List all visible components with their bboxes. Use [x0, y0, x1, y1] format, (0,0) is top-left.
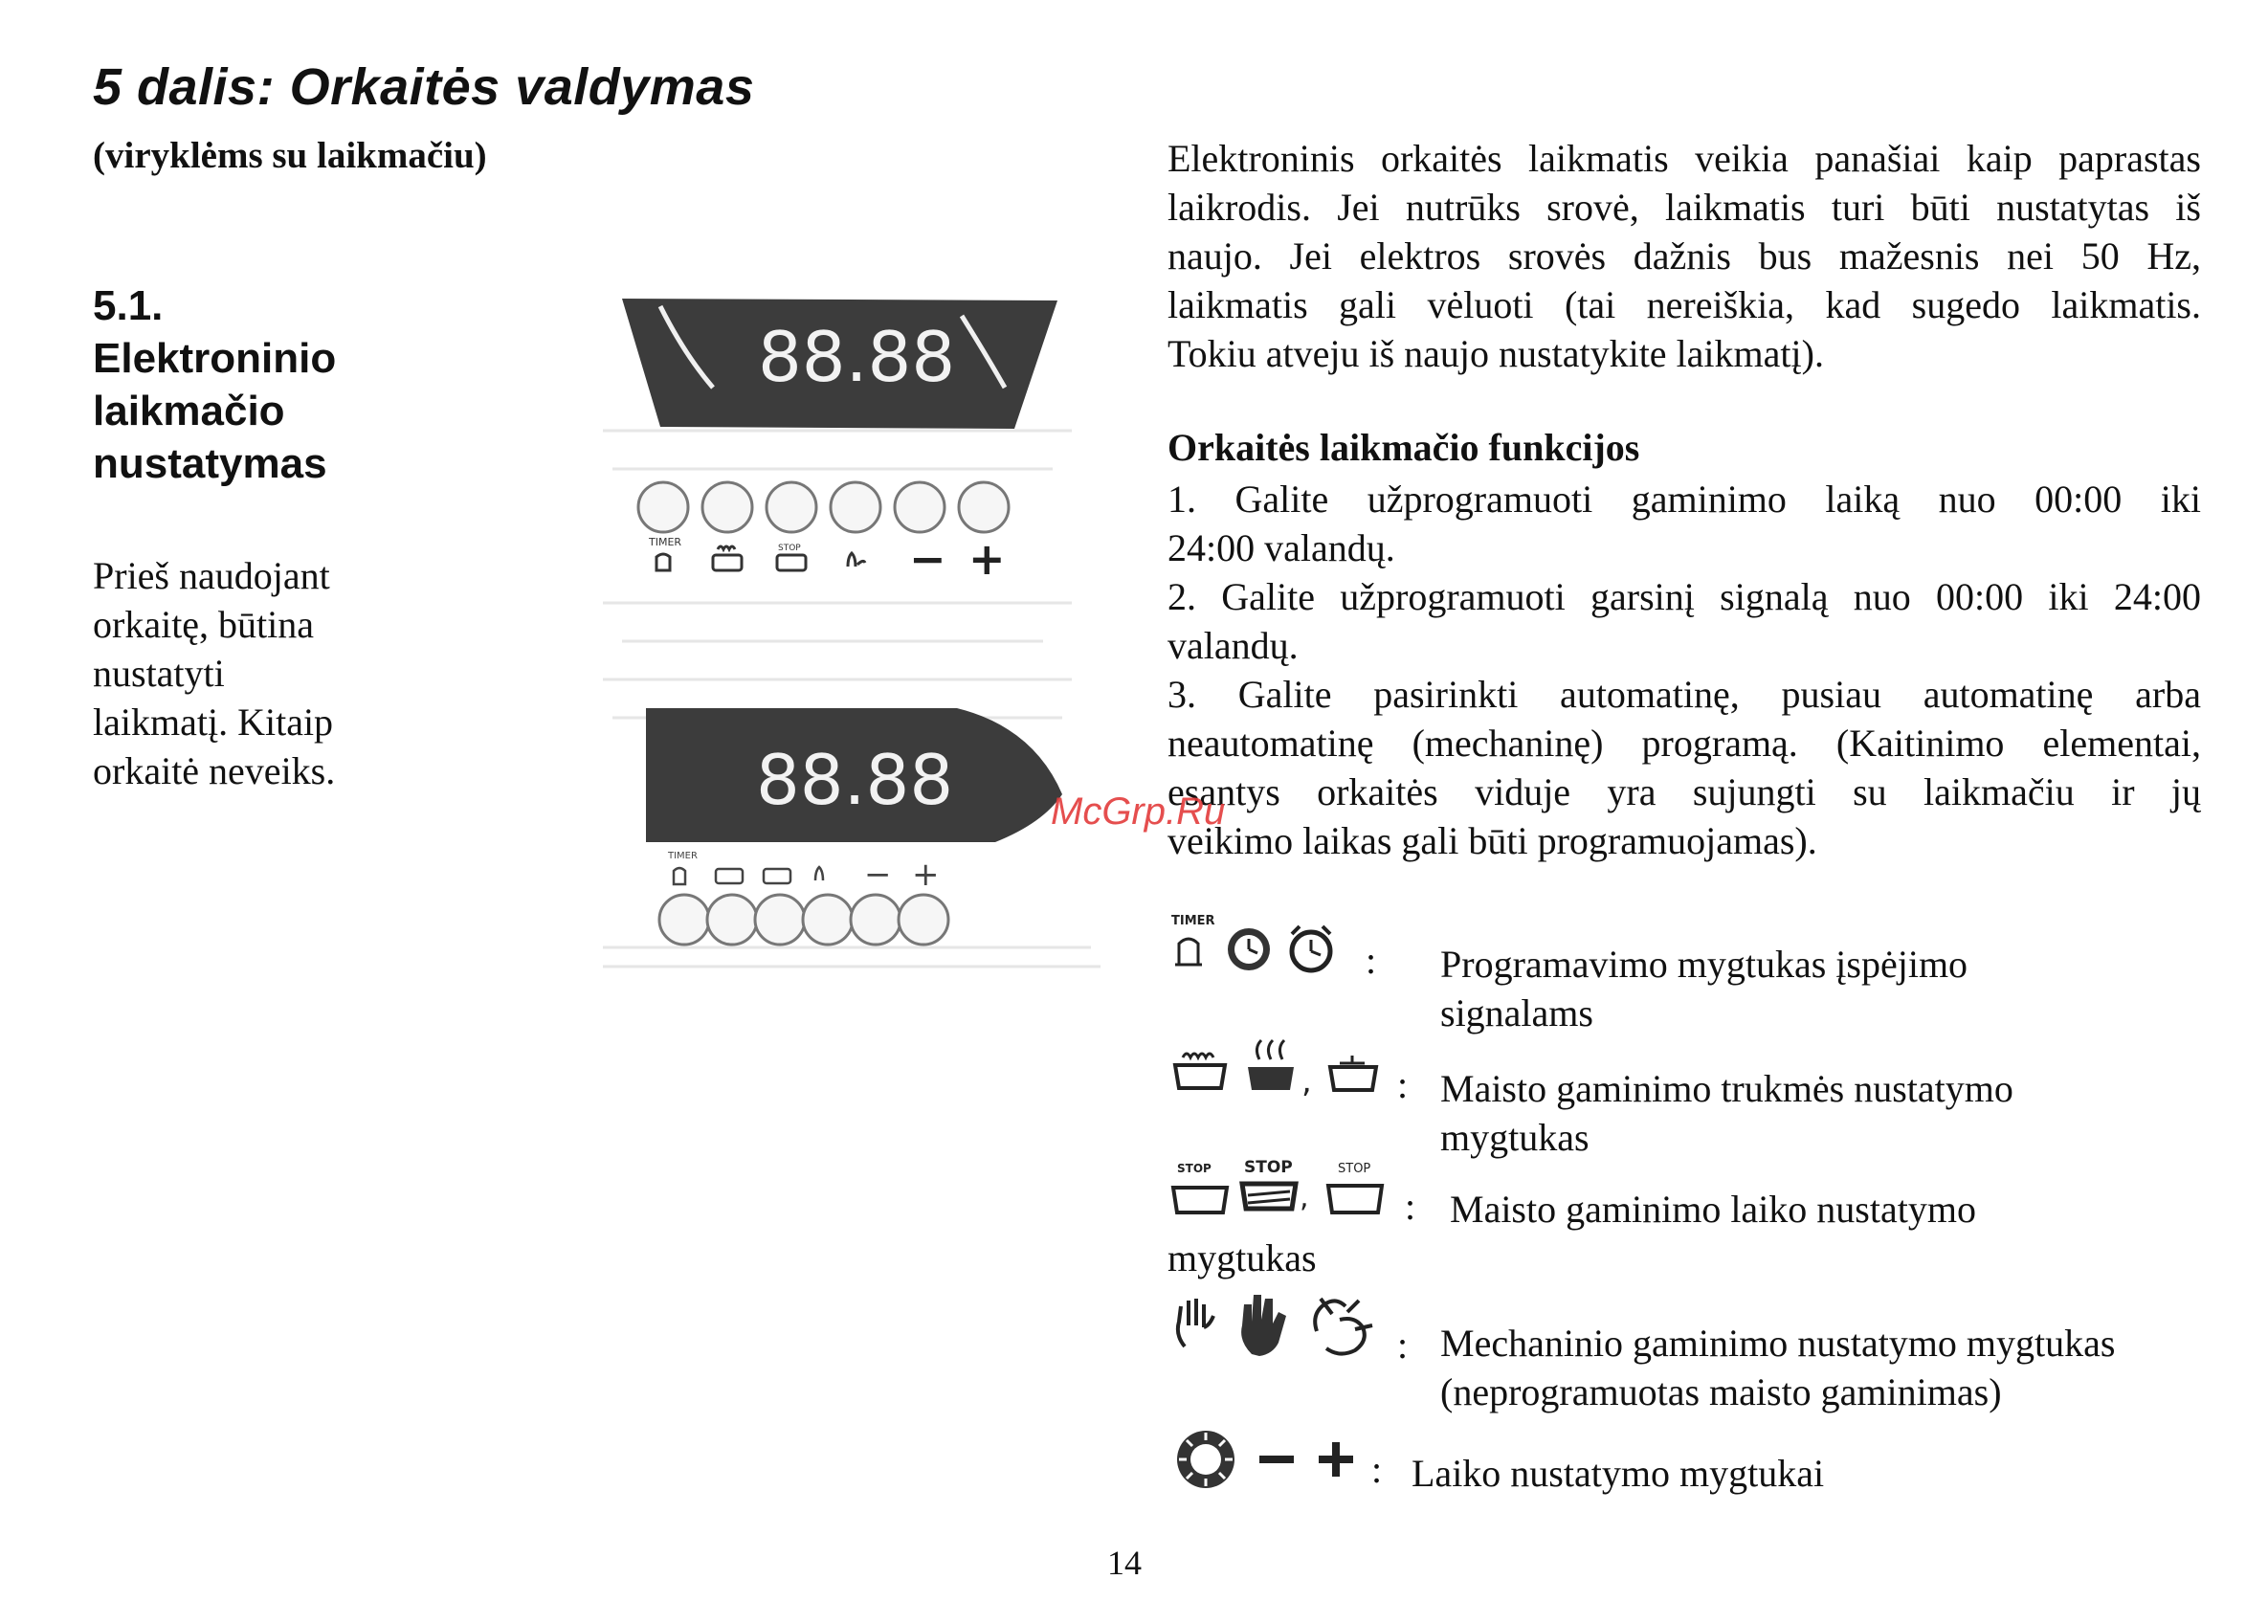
panel-button	[851, 895, 901, 945]
legend-colon: :	[1405, 1185, 1416, 1228]
display-digits: 88.88	[756, 740, 954, 820]
bottom-display	[646, 708, 1062, 842]
steaming-pot-icon	[1248, 1067, 1294, 1090]
panel-button	[755, 895, 805, 945]
cooking-stop-pot-icons	[1167, 1153, 1397, 1225]
legend-item-manual	[1440, 1319, 2115, 1416]
panel-button	[767, 482, 816, 532]
bell-icon	[674, 868, 685, 884]
intro-paragraph	[93, 551, 409, 795]
panel-button	[895, 482, 945, 532]
panel-button	[803, 895, 853, 945]
panel-button	[831, 482, 880, 532]
svg-text:,: ,	[1301, 1062, 1312, 1101]
panel-button	[638, 482, 688, 532]
function-line: esantys orkaitės viduje yra sujungti su laikmačiu ir jų	[1167, 770, 2201, 813]
pot-icon	[713, 555, 742, 570]
page-number: 14	[1107, 1544, 1142, 1582]
legend-colon: :	[1371, 1448, 1383, 1491]
bell-icon	[1175, 939, 1202, 965]
legend-line: Programavimo mygtukas įspėjimo	[1440, 943, 1968, 986]
intro-line: laikmatį. Kitaip	[93, 701, 334, 744]
legend-line: (neprogramuotas maisto gaminimas)	[1440, 1370, 2002, 1413]
function-line: 1. Galite užprogramuoti gaminimo laiką nuo 00:00 iki	[1167, 478, 2201, 521]
section-title-line: nustatymas	[93, 440, 327, 487]
top-buttons	[638, 482, 1009, 532]
legend-line: mygtukas	[1440, 1116, 1590, 1159]
paragraph-line: laikmatis gali vėluoti (tai nereiškia, kad sugedo laikmatis.	[1167, 283, 2201, 326]
page-subtitle: (viryklėms su laikmačiu)	[93, 135, 487, 176]
svg-text:,: ,	[1300, 1181, 1309, 1214]
hand-outline-icon	[1178, 1299, 1213, 1346]
legend-item-time-setting: Laiko nustatymo mygtukai	[1412, 1452, 1825, 1495]
stop-label: STOP	[778, 544, 801, 553]
panel-button	[959, 482, 1009, 532]
timer-label: TIMER	[649, 536, 682, 548]
stop-label: STOP	[1338, 1162, 1371, 1176]
timer-label: TIMER	[668, 851, 698, 861]
panel-button	[702, 482, 752, 532]
legend-item-alarm	[1440, 940, 1968, 1037]
paragraph-line: Elektroninis orkaitės laikmatis veikia panašiai kaip paprastas	[1167, 137, 2201, 180]
function-line: 3. Galite pasirinkti automatinę, pusiau automatinę arba	[1167, 673, 2201, 716]
intro-line: orkaitę, būtina	[93, 603, 315, 646]
bell-icon	[656, 554, 670, 570]
stop-lid-pot-icon	[1328, 1186, 1382, 1212]
top-display	[622, 299, 1057, 429]
function-line: neautomatinę (mechaninę) programą. (Kaitinimo elementai,	[1167, 722, 2201, 765]
lid-pot-icon	[1330, 1067, 1376, 1090]
pot-icon	[1175, 1065, 1225, 1088]
hand-filled-icon	[1241, 1295, 1286, 1356]
legend-item-cooking-time-cont: mygtukas	[1167, 1236, 1317, 1279]
function-line: 24:00 valandų.	[1167, 526, 1395, 569]
function-line: 2. Galite užprogramuoti garsinį signalą nuo 00:00 iki 24:00	[1167, 575, 2201, 618]
stop-pot-icon	[764, 869, 790, 883]
minus-icon: −	[864, 856, 892, 894]
bottom-button-icons	[667, 851, 940, 894]
legend-line: signalams	[1440, 991, 1593, 1034]
paragraph-line: naujo. Jei elektros srovės dažnis bus mažesnis nei 50 Hz,	[1167, 234, 2201, 278]
stop-pot-icon	[777, 555, 806, 570]
function-line: veikimo laikas gali būti programuojamas).	[1167, 819, 1817, 862]
legend-colon: :	[1366, 939, 1377, 982]
bottom-buttons	[659, 895, 948, 945]
plus-icon	[1319, 1442, 1353, 1477]
display-digits: 88.88	[758, 317, 956, 397]
panel-button	[899, 895, 948, 945]
control-panel-illustration	[593, 287, 1110, 986]
stop-label: STOP	[1177, 1162, 1212, 1175]
intro-line: orkaitė neveiks.	[93, 749, 336, 792]
top-button-icons	[648, 533, 1006, 585]
intro-line: Prieš naudojant	[93, 554, 330, 597]
time-setting-icons	[1167, 1421, 1378, 1498]
page-title: 5 dalis: Orkaitės valdymas	[93, 58, 755, 116]
section-number: 5.1.	[93, 282, 164, 329]
watermark: McGrp.Ru	[1051, 790, 1226, 833]
plus-icon: +	[968, 533, 1006, 585]
hand-icon	[848, 553, 865, 567]
function-line: valandų.	[1167, 624, 1299, 667]
legend-line: Mechaninio gaminimo nustatymo mygtukas	[1440, 1322, 2116, 1365]
steam-icon	[718, 546, 735, 549]
section-heading	[93, 279, 336, 490]
section-title-line: laikmačio	[93, 388, 285, 434]
intro-line: nustatyti	[93, 652, 225, 695]
legend-item-duration	[1440, 1064, 2013, 1162]
legend-colon: :	[1397, 1063, 1409, 1106]
stop-label: STOP	[1244, 1158, 1293, 1177]
stop-pot-icon	[1173, 1188, 1227, 1212]
legend-item-cooking-time: Maisto gaminimo laiko nustatymo	[1450, 1188, 1976, 1231]
timer-label: TIMER	[1171, 914, 1215, 928]
legend-line: Maisto gaminimo trukmės nustatymo	[1440, 1067, 2013, 1110]
functions-heading: Orkaitės laikmačio funkcijos	[1167, 426, 1640, 469]
legend-colon: :	[1397, 1324, 1409, 1367]
minus-icon	[1259, 1456, 1294, 1463]
minus-icon: −	[909, 533, 946, 585]
timer-description	[1167, 134, 2201, 378]
timer-bell-clock-alarm-icons	[1167, 909, 1368, 976]
functions-list	[1167, 475, 2201, 865]
hand-icon	[815, 867, 823, 880]
panel-button	[659, 895, 709, 945]
panel-button	[707, 895, 757, 945]
hand-wave-icon	[1315, 1299, 1372, 1354]
pot-icon	[716, 869, 743, 883]
plus-icon: +	[912, 856, 940, 894]
manual-hand-icons	[1167, 1287, 1407, 1364]
paragraph-line: laikrodis. Jei nutrūks srovė, laikmatis turi būti nustatytas iš	[1167, 186, 2201, 229]
paragraph-line: Tokiu atveju iš naujo nustatykite laikmatį).	[1167, 332, 1824, 375]
cooking-duration-pot-icons	[1167, 1029, 1397, 1101]
section-title-line: Elektroninio	[93, 335, 337, 382]
